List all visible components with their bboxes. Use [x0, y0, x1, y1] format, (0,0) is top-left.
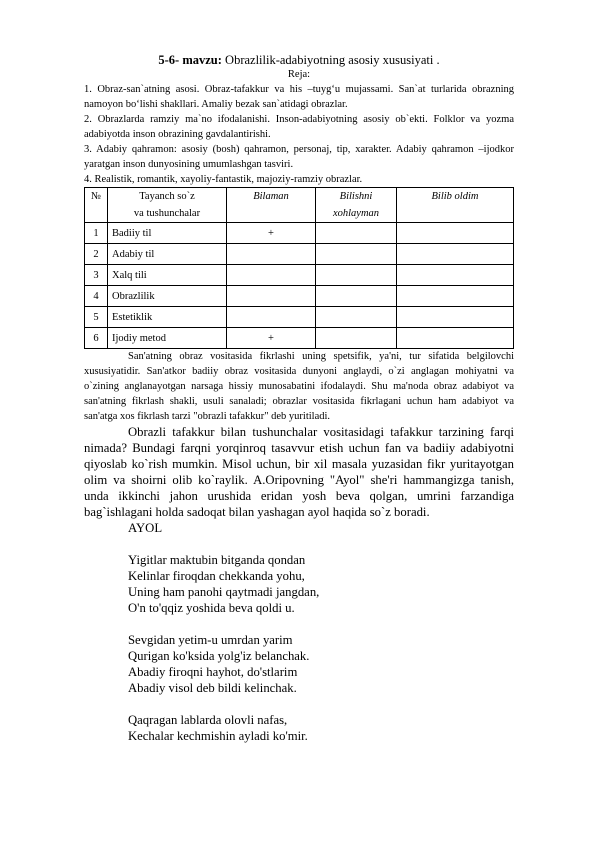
row-number: 1	[85, 223, 108, 244]
header-want-line2: xohlayman	[332, 208, 380, 219]
plan-item-1: 1. Obraz-san`atning asosi. Obraz-tafakkur va his –tuyg‘u mujassami. San`at turlarida obrazning namoyon bo‘lishi shakllari. Amaliy bezak san`atidagi obrazlar.	[84, 84, 514, 110]
row-know: +	[227, 328, 316, 349]
poem-line: Yigitlar maktubin bitganda qondan	[128, 553, 306, 567]
row-learned	[397, 223, 514, 244]
plan-item-2: 2. Obrazlarda ramziy ma`no ifodalanishi. Inson-adabiyotning asosiy ob`ekti. Folklor va yozma adabiyotda inson obrazining gavdalantirishi.	[84, 114, 514, 140]
row-term: Badiiy til	[108, 223, 227, 244]
table-row	[85, 286, 514, 307]
concept-table	[84, 187, 514, 349]
plan-item-3: 3. Adabiy qahramon: asosiy (bosh) qahramon, personaj, tip, xarakter. Adabiy qahramon –ijodkor yaratgan inson dunyosining umumlashgan tasviri.	[84, 144, 514, 170]
header-term-line2: va tushunchalar	[133, 208, 201, 219]
plan-heading: Reja:	[287, 69, 311, 80]
table-row	[85, 244, 514, 265]
main-paragraph: Obrazli tafakkur bilan tushunchalar vositasidagi tafakkur tarzining farqi nimada? Bundagi farqni yorqinroq tasavvur etish uchun fan va badiiy adabiyotni qiyoslab ko`rish mumkin. Misol uchun, bir xil masala yuzasidan fikr yuritayotgan olim va shoirni olib ko`raylik. A.Oripovning "Ayol" she'ri hammangizga tanish, unda ikkinchi jahon urushida eridan yosh beva qolgan, umrini farzandiga bag`ishlagani holda sadoqat bilan yashagan ayol haqida so`z boradi.	[84, 425, 514, 519]
row-term: Ijodiy metod	[108, 328, 227, 349]
plan-item-4: 4. Realistik, romantik, xayoliy-fantastik, majoziy-ramziy obrazlar.	[84, 174, 363, 185]
header-number: №	[85, 188, 108, 223]
header-know: Bilaman	[227, 188, 316, 223]
table-row	[85, 223, 514, 244]
intro-paragraph: San'atning obraz vositasida fikrlashi uning spetsifik, ya'ni, tur sifatida belgilovchi xususiyatidir. San'atkor badiiy obraz vositasida dunyoni anglaydi, o`zi anglagan mohiyatni va o`zining anglanayotgan narsaga hissiy munosabatini ifodalaydi. Shu ma'noda obraz adabiyot va san'atning fikrlash shakli, usuli sanaladi; obrazlar vositasida fikrlagani uchun ham adabiyot va san'atga xos fikrlash tarzi "obrazli tafakkur" deb yuritiladi.	[84, 351, 514, 422]
table-row	[85, 265, 514, 286]
row-learned	[397, 286, 514, 307]
table-row	[85, 328, 514, 349]
row-want	[316, 328, 397, 349]
header-learned: Bilib oldim	[397, 188, 514, 223]
poem-line: Abadiy firoqni hayhot, do'stlarim	[128, 665, 298, 679]
table-row	[85, 307, 514, 328]
poem-line: Abadiy visol deb bildi kelinchak.	[128, 681, 297, 695]
title-topic-number: 5-6- mavzu:	[158, 53, 222, 67]
row-want	[316, 244, 397, 265]
poem-line: Qurigan ko'ksida yolg'iz belanchak.	[128, 649, 310, 663]
row-know	[227, 244, 316, 265]
header-term	[108, 188, 227, 223]
row-term: Obrazlilik	[108, 286, 227, 307]
page-title	[84, 52, 514, 68]
row-number: 6	[85, 328, 108, 349]
row-term: Estetiklik	[108, 307, 227, 328]
row-know: +	[227, 223, 316, 244]
poem-line: Qaqragan lablarda olovli nafas,	[128, 713, 288, 727]
row-number: 5	[85, 307, 108, 328]
row-number: 3	[85, 265, 108, 286]
header-want	[316, 188, 397, 223]
row-number: 2	[85, 244, 108, 265]
poem	[128, 520, 514, 744]
title-topic-name: Obrazlilik-adabiyotning asosiy xususiyati .	[221, 53, 440, 67]
poem-line: Uning ham panohi qaytmadi jangdan,	[128, 585, 320, 599]
row-want	[316, 223, 397, 244]
table-header-row	[85, 188, 514, 223]
header-term-line1: Tayanch so`z	[139, 191, 195, 202]
row-want	[316, 265, 397, 286]
row-number: 4	[85, 286, 108, 307]
header-want-line1: Bilishni	[339, 191, 373, 202]
poem-title: AYOL	[128, 521, 163, 535]
row-learned	[397, 328, 514, 349]
poem-line: O'n to'qqiz yoshida beva qoldi u.	[128, 601, 295, 615]
row-term: Adabiy til	[108, 244, 227, 265]
row-learned	[397, 244, 514, 265]
row-want	[316, 286, 397, 307]
poem-line: Kechalar kechmishin ayladi ko'mir.	[128, 729, 308, 743]
poem-line: Sevgidan yetim-u umrdan yarim	[128, 633, 293, 647]
row-know	[227, 307, 316, 328]
poem-line: Kelinlar firoqdan chekkanda yohu,	[128, 569, 305, 583]
row-term: Xalq tili	[108, 265, 227, 286]
row-learned	[397, 307, 514, 328]
document-page	[84, 52, 514, 744]
row-know	[227, 286, 316, 307]
row-learned	[397, 265, 514, 286]
row-want	[316, 307, 397, 328]
row-know	[227, 265, 316, 286]
